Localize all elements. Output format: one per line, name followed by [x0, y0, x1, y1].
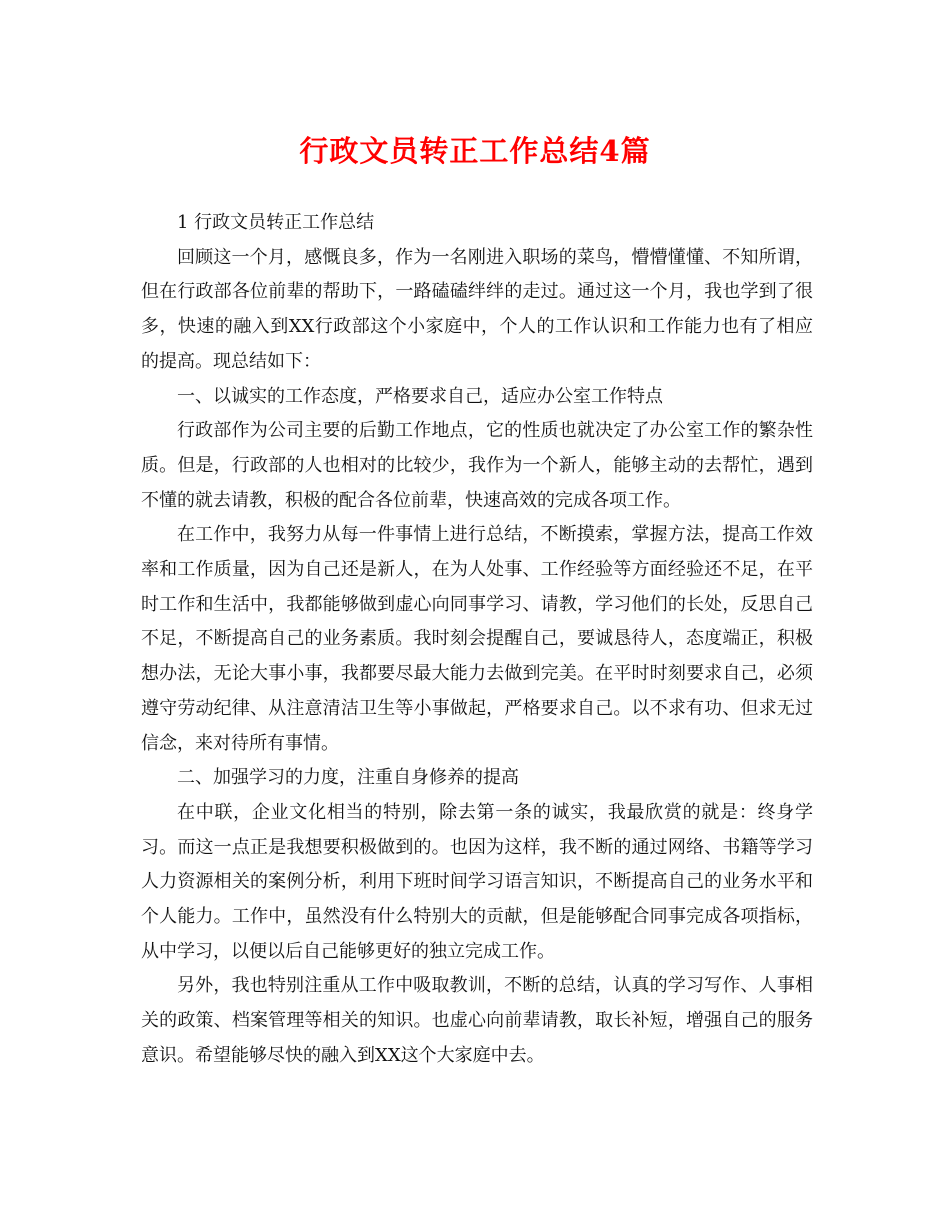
subheading-1: 一、以诚实的工作态度，严格要求自己，适应办公室工作特点 [177, 385, 663, 407]
paragraph-learning: 在中联，企业文化相当的特别，除去第一条的诚实，我最欣赏的就是：终身学习。而这一点正是我想要积极做到的。也因为这样，我不断的通过网络、书籍等学习人力资源相关的案例分析，利用下班时间学习语言知识，不断提高自己的业务水平和个人能力。工作中，虽然没有什么特别大的贡献，但是能够配合同事完成各项指标，从中学习，以便以后自己能够更好的独立完成工作。 [141, 801, 813, 962]
paragraph-lessons: 另外，我也特别注重从工作中吸取教训，不断的总结，认真的学习写作、人事相关的政策、档案管理等相关的知识。也虚心向前辈请教，取长补短，增强自己的服务意识。希望能够尽快的融入到XX这个大家庭中去。 [141, 975, 813, 1066]
paragraph-intro: 回顾这一个月，感慨良多，作为一名刚进入职场的菜鸟，懵懵懂懂、不知所谓，但在行政部各位前辈的帮助下，一路磕磕绊绊的走过。通过这一个月，我也学到了很多，快速的融入到XX行政部这个小家庭中，个人的工作认识和工作能力也有了相应的提高。现总结如下： [141, 246, 813, 372]
subheading-2: 二、加强学习的力度，注重自身修养的提高 [177, 767, 519, 789]
document-body [141, 206, 813, 1074]
paragraph-work-summary: 在工作中，我努力从每一件事情上进行总结，不断摸索，掌握方法，提高工作效率和工作质量，因为自己还是新人，在为人处事、工作经验等方面经验还不足，在平时工作和生活中，我都能够做到虚心向同事学习、请教，学习他们的长处，反思自己不足，不断提高自己的业务素质。我时刻会提醒自己，要诚恳待人，态度端正，积极想办法，无论大事小事，我都要尽最大能力去做到完美。在平时时刻要求自己，必须遵守劳动纪律、从注意清洁卫生等小事做起，严格要求自己。以不求有功、但求无过信念，来对待所有事情。 [141, 524, 813, 754]
section-heading-1: 1 行政文员转正工作总结 [177, 212, 375, 233]
document-title: 行政文员转正工作总结4篇 [299, 134, 651, 168]
paragraph-admin-dept: 行政部作为公司主要的后勤工作地点，它的性质也就决定了办公室工作的繁杂性质。但是，行政部的人也相对的比较少，我作为一个新人，能够主动的去帮忙，遇到不懂的就去请教，积极的配合各位前辈，快速高效的完成各项工作。 [141, 420, 813, 511]
